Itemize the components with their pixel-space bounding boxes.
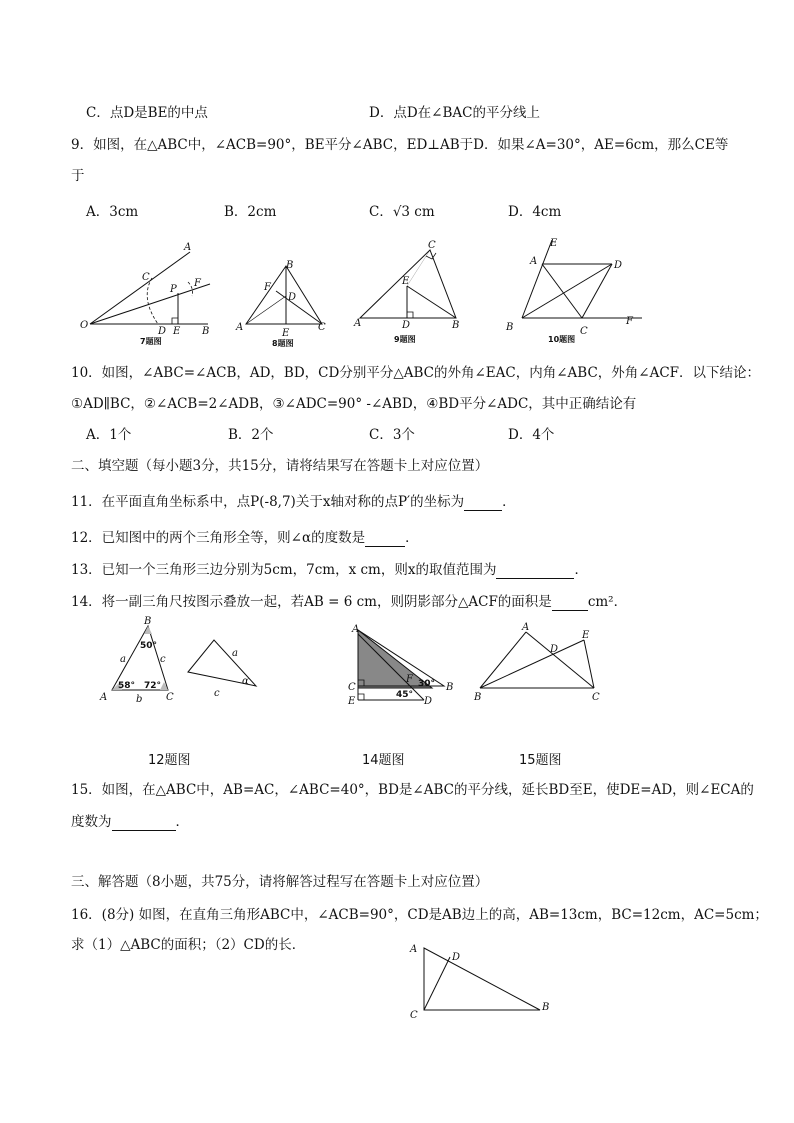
q13-text: 13．已知一个三角形三边分别为5cm，7cm，x cm，则x的取值范围为	[71, 562, 497, 578]
q11-line	[71, 493, 516, 511]
fig10-caption: 10题图	[548, 335, 576, 344]
figure-16	[404, 936, 564, 1022]
q12-answer-blank[interactable]	[365, 532, 405, 547]
fig14-label-B: B	[446, 682, 454, 693]
figure-14	[342, 620, 468, 708]
q15-answer-blank[interactable]	[112, 816, 176, 831]
fig14-angle-45: 45°	[396, 690, 414, 700]
fig12-label-c-left: c	[160, 654, 166, 665]
q16-text-line2: 求（1）△ABC的面积；（2）CD的长．	[71, 937, 306, 953]
fig10-label-C: C	[580, 326, 588, 337]
figure-15	[470, 618, 610, 708]
fig9-label-D: D	[402, 320, 411, 331]
fig12-label-b: b	[136, 694, 143, 705]
q12-end: ．	[405, 530, 419, 546]
fig10-label-E: E	[550, 238, 558, 249]
fig9-label-C: C	[428, 240, 436, 251]
q14-unit: cm²．	[587, 594, 628, 610]
q11-text: 11．在平面直角坐标系中，点P(-8,7)关于x轴对称的点P′的坐标为	[71, 494, 465, 510]
figure-8	[232, 258, 332, 348]
q13-end: ．	[574, 562, 588, 578]
q15-end: ．	[175, 814, 189, 830]
fig15-caption: 15题图	[519, 753, 562, 768]
q13-answer-blank[interactable]	[496, 564, 574, 579]
fig12-label-c-right: c	[214, 688, 220, 699]
fig15-label-D: D	[550, 644, 559, 655]
fig12-label-a-right: a	[232, 648, 238, 659]
fig14-label-D: D	[424, 696, 433, 707]
q9-option-c: C．√3 cm	[369, 204, 435, 220]
figure-10	[504, 234, 654, 348]
q16-text-line1: 16．(8分) 如图，在直角三角形ABC中，∠ACB=90°，CD是AB边上的高，AB=13cm，BC=12cm，AC=5cm；	[71, 907, 768, 923]
q12-text: 12．已知图中的两个三角形全等，则∠α的度数是	[71, 530, 366, 546]
q9-text-line2: 于	[71, 168, 85, 184]
fig12-label-a-left: a	[120, 654, 126, 665]
fig8-label-D: D	[288, 292, 297, 303]
fig7-label-C: C	[142, 272, 150, 283]
fig12-label-B: B	[144, 616, 152, 627]
q8-option-c: C．点D是BE的中点	[86, 105, 208, 121]
fig8-label-F: F	[264, 282, 271, 293]
q15-line2	[71, 813, 189, 831]
fig8-label-A: A	[236, 322, 244, 333]
fig12-caption: 12题图	[148, 753, 191, 768]
q10-option-d: D．4个	[508, 427, 555, 443]
fig16-label-B: B	[542, 1002, 550, 1013]
fig8-label-E: E	[282, 328, 290, 339]
q10-text-line1: 10．如图，∠ABC=∠ACB，AD，BD，CD分别平分△ABC的外角∠EAC，内角∠ABC，外角∠ACF．以下结论：	[71, 365, 761, 381]
q13-line	[71, 561, 588, 579]
fig7-label-O: O	[80, 320, 89, 331]
fig14-label-F: F	[406, 674, 413, 685]
figure-7	[80, 238, 220, 348]
q10-text-line2: ①AD∥BC，②∠ACB=2∠ADB，③∠ADC=90° -∠ABD，④BD平分∠ADC，其中正确结论有	[71, 396, 637, 412]
q14-line	[71, 593, 627, 611]
fig12-angle-50: 50°	[140, 641, 158, 651]
q9-option-b: B．2cm	[224, 204, 277, 220]
fig8-label-B: B	[286, 260, 294, 271]
q12-line	[71, 529, 419, 547]
fig7-label-P: P	[170, 284, 177, 295]
fig10-label-F: F	[626, 316, 633, 327]
q9-option-a: A．3cm	[86, 204, 139, 220]
q11-answer-blank[interactable]	[464, 496, 502, 511]
fig7-label-D: D	[158, 326, 167, 337]
q9-text-line1: 9．如图，在△ABC中，∠ACB=90°，BE平分∠ABC，ED⊥AB于D．如果∠A=30°，AE=6cm，那么CE等	[71, 137, 729, 153]
fig10-label-A: A	[530, 256, 538, 267]
figure-9	[352, 238, 472, 348]
fig14-caption: 14题图	[362, 753, 405, 768]
q10-option-b: B．2个	[228, 427, 274, 443]
fig14-label-C: C	[348, 682, 356, 693]
q14-text: 14．将一副三角尺按图示叠放一起，若AB = 6 cm，则阴影部分△ACF的面积是	[71, 594, 552, 610]
figure-12	[96, 612, 266, 708]
fig7-caption: 7题图	[140, 337, 162, 346]
fig14-angle-30: 30°	[418, 679, 436, 689]
fig15-label-B: B	[474, 692, 482, 703]
section-3-heading: 三、解答题（8小题，共75分，请将解答过程写在答题卡上对应位置）	[71, 874, 489, 890]
fig9-label-E: E	[402, 276, 410, 287]
fig15-label-A: A	[522, 622, 530, 633]
fig12-label-C: C	[166, 692, 174, 703]
fig15-label-C: C	[592, 692, 600, 703]
fig12-label-A: A	[100, 692, 108, 703]
section-2-heading: 二、填空题（每小题3分，共15分，请将结果写在答题卡上对应位置）	[71, 458, 489, 474]
fig16-label-A: A	[410, 944, 418, 955]
fig12-angle-72: 72°	[144, 681, 162, 691]
fig9-label-B: B	[452, 320, 460, 331]
fig9-label-A: A	[354, 318, 362, 329]
q10-option-c: C．3个	[369, 427, 415, 443]
fig10-label-D: D	[614, 260, 623, 271]
fig14-label-E: E	[348, 696, 356, 707]
fig9-caption: 9题图	[394, 335, 416, 344]
fig10-label-B: B	[506, 322, 514, 333]
fig12-angle-58: 58°	[118, 681, 136, 691]
q11-end: ．	[502, 494, 516, 510]
q10-option-a: A．1个	[86, 427, 132, 443]
fig7-label-F: F	[194, 278, 201, 289]
fig14-label-A: A	[352, 624, 360, 635]
q15-text-line1: 15．如图，在△ABC中，AB=AC，∠ABC=40°，BD是∠ABC的平分线，延长BD至E，使DE=AD，则∠ECA的	[71, 782, 754, 798]
fig7-label-B: B	[202, 326, 210, 337]
q8-option-d: D．点D在∠BAC的平分线上	[369, 105, 540, 121]
fig7-label-E: E	[173, 326, 181, 337]
fig15-label-E: E	[582, 630, 590, 641]
q9-option-d: D．4cm	[508, 204, 562, 220]
fig8-label-C: C	[318, 322, 326, 333]
q15-text-line2: 度数为	[71, 814, 112, 830]
fig8-caption: 8题图	[272, 339, 294, 348]
q14-answer-blank[interactable]	[552, 596, 588, 611]
fig16-label-C: C	[410, 1010, 418, 1021]
fig16-label-D: D	[452, 952, 461, 963]
fig12-label-alpha: α	[242, 676, 249, 687]
fig7-label-A: A	[184, 242, 192, 253]
